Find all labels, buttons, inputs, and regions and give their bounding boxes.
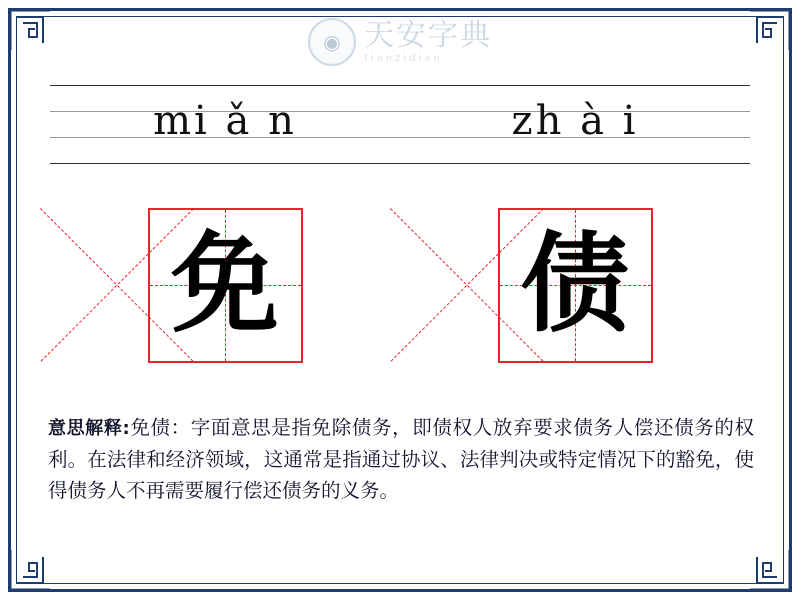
character-cell-2 [400, 205, 750, 365]
pinyin-row [50, 85, 750, 165]
pinyin-staff [50, 85, 750, 165]
explanation-label: 意思解释: [48, 418, 130, 439]
character-cell-1 [50, 205, 400, 365]
tianzige-grid-1 [148, 208, 303, 363]
tianzige-grid-2 [498, 208, 653, 363]
corner-ornament-bottom-right [749, 549, 791, 591]
character-glyph-1: 免 [170, 222, 279, 347]
explanation-body: 免债：字面意思是指免除债务，即债权人放弃要求债务人偿还债务的权利。在法律和经济领域，这通常是指通过协议、法律判决或特定情况下的豁免，使得债务人不再需要履行偿还债务的义务。 [48, 416, 754, 503]
pinyin-1: mi ǎ n [153, 98, 297, 144]
site-logo [0, 14, 800, 70]
logo-subtitle: tianzidian [364, 52, 443, 64]
corner-ornament-bottom-left [9, 549, 51, 591]
character-row [50, 205, 750, 365]
logo-text [364, 17, 492, 64]
explanation-block [48, 412, 754, 507]
pinyin-2: zh à i [511, 98, 639, 144]
character-glyph-2: 债 [520, 222, 629, 347]
seal-icon: ◉ [308, 18, 356, 66]
logo-title: 天安字典 [364, 17, 492, 53]
